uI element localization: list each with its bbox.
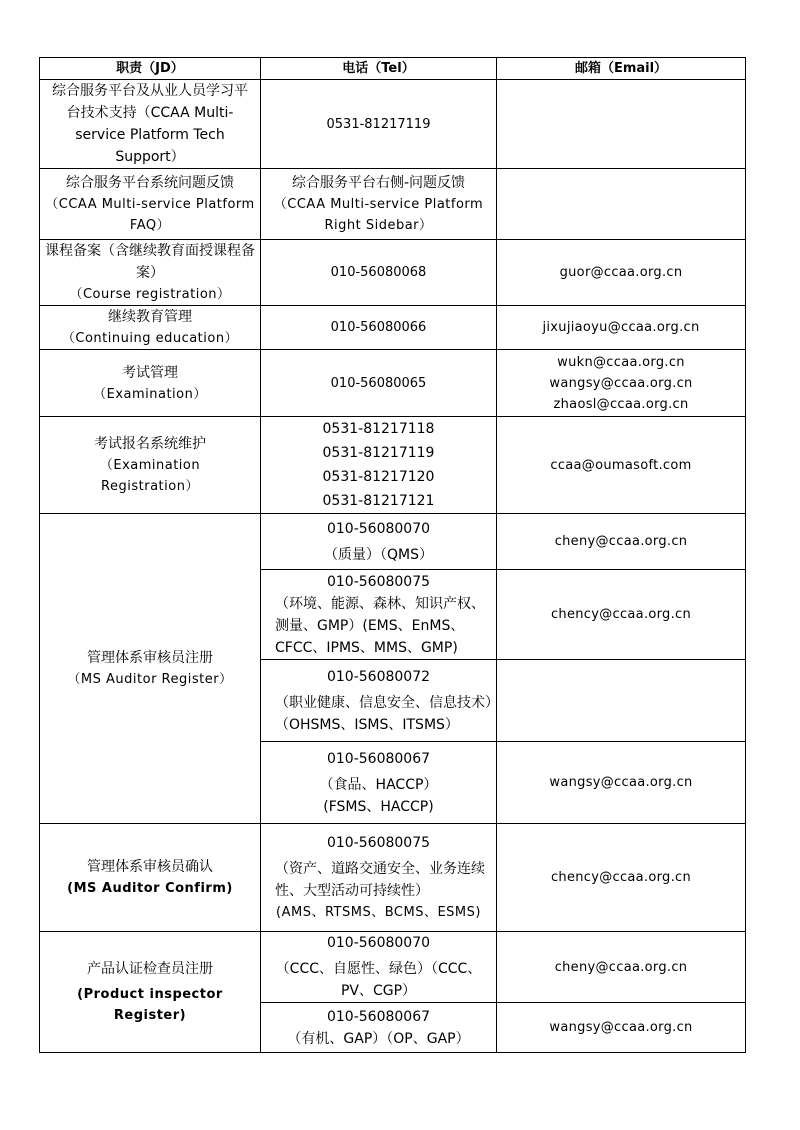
jd-text-en: （Continuing education）	[61, 331, 239, 346]
tel-text-cn: 综合服务平台右侧-问题反馈	[291, 175, 466, 191]
tel-number: 010-56080075	[326, 835, 431, 851]
header-email: 邮箱（Email）	[497, 58, 746, 80]
table-row	[40, 306, 746, 350]
tel-cell: 010-56080065	[261, 350, 497, 417]
jd-cell	[40, 350, 261, 417]
tel-text-en: （CCAA Multi-service Platform Right Sidebar）	[273, 197, 484, 233]
tel-number: 010-56080072	[326, 668, 431, 685]
tel-cell	[261, 660, 497, 742]
email-cell[interactable]: ccaa@oumasoft.com	[497, 417, 746, 514]
tel-number: 010-56080070	[326, 520, 431, 537]
tel-note-en: (AMS、RTSMS、BCMS、ESMS)	[276, 905, 481, 920]
jd-text-en: （MS Auditor Register）	[67, 672, 233, 687]
jd-cell	[40, 514, 261, 824]
jd-cell	[40, 240, 261, 306]
jd-cell	[40, 824, 261, 932]
email-cell	[497, 169, 746, 240]
jd-text-en: (Product inspector Register)	[77, 987, 223, 1023]
tel-cell	[261, 824, 497, 932]
jd-text-cn: 综合服务平台系统问题反馈	[66, 175, 234, 191]
email-cell[interactable]: jixujiaoyu@ccaa.org.cn	[497, 306, 746, 350]
tel-cell: 010-56080066	[261, 306, 497, 350]
table-row	[40, 80, 746, 169]
jd-cell	[40, 932, 261, 1053]
jd-text-cn: 课程备案（含继续教育面授课程备案）	[45, 243, 255, 281]
table-row	[40, 417, 746, 514]
tel-number: 010-56080070	[326, 935, 431, 951]
email-cell[interactable]: wangsy@ccaa.org.cn	[497, 742, 746, 824]
tel-cell	[261, 742, 497, 824]
tel-note: （环境、能源、森林、知识产权、测量、GMP）(EMS、EnMS、CFCC、IPMS、MMS、GMP)	[275, 595, 485, 656]
table-row	[40, 932, 746, 1003]
email-cell	[497, 350, 746, 417]
email-cell[interactable]: chency@ccaa.org.cn	[497, 824, 746, 932]
email-link[interactable]: zhaosl@ccaa.org.cn	[553, 396, 689, 412]
jd-text-cn: 考试报名系统维护	[94, 436, 206, 452]
tel-line: 0531-81217120	[322, 469, 435, 485]
tel-cell	[261, 570, 497, 660]
table-header-row	[40, 58, 746, 80]
tel-cell	[261, 514, 497, 570]
tel-line: 0531-81217118	[322, 421, 435, 437]
jd-text-cn: 考试管理	[122, 364, 178, 381]
jd-cell	[40, 80, 261, 169]
jd-text-cn: 管理体系审核员确认	[87, 859, 213, 875]
jd-text-cn: 管理体系审核员注册	[87, 650, 213, 666]
tel-number: 010-56080075	[326, 573, 431, 590]
tel-number: 010-56080067	[326, 750, 431, 767]
tel-cell: 010-56080068	[261, 240, 497, 306]
jd-text-en: （Examination）	[93, 386, 207, 402]
tel-cell	[261, 417, 497, 514]
table-row	[40, 169, 746, 240]
jd-cell	[40, 417, 261, 514]
jd-text-en: （Course registration）	[69, 287, 231, 302]
email-link[interactable]: wangsy@ccaa.org.cn	[549, 375, 693, 391]
contacts-table	[39, 57, 746, 1053]
table-row	[40, 514, 746, 570]
tel-note: （资产、道路交通安全、业务连续性、大型活动可持续性）	[275, 861, 485, 899]
table-row	[40, 240, 746, 306]
header-tel: 电话（Tel）	[261, 58, 497, 80]
jd-cell	[40, 169, 261, 240]
tel-note: （有机、GAP）（OP、GAP）	[287, 1030, 470, 1047]
tel-cell: 0531-81217119	[261, 80, 497, 169]
jd-text-en: (MS Auditor Confirm)	[67, 881, 233, 896]
email-cell[interactable]: guor@ccaa.org.cn	[497, 240, 746, 306]
tel-note: （CCC、自愿性、绿色）（CCC、PV、CGP）	[275, 961, 482, 999]
jd-text-en: （CCAA Multi-service Platform FAQ）	[45, 197, 255, 233]
tel-cell	[261, 1003, 497, 1053]
email-cell	[497, 660, 746, 742]
tel-number: 010-56080067	[326, 1008, 431, 1025]
jd-text-cn: 继续教育管理	[108, 309, 192, 325]
email-cell[interactable]: chency@ccaa.org.cn	[497, 570, 746, 660]
tel-line: 0531-81217121	[322, 493, 435, 509]
jd-text-en: （Examination Registration）	[99, 458, 201, 494]
table-row	[40, 350, 746, 417]
tel-note: （质量）（QMS）	[324, 546, 433, 563]
tel-note: （食品、HACCP）(FSMS、HACCP)	[319, 776, 438, 815]
tel-note: （职业健康、信息安全、信息技术）（OHSMS、ISMS、ITSMS）	[275, 694, 492, 733]
jd-text-cn: 产品认证检查员注册	[87, 961, 213, 977]
jd-text: 综合服务平台及从业人员学习平台技术支持（CCAA Multi-service Platform Tech Support）	[52, 83, 248, 165]
email-cell[interactable]: wangsy@ccaa.org.cn	[497, 1003, 746, 1053]
email-cell	[497, 80, 746, 169]
email-cell[interactable]: cheny@ccaa.org.cn	[497, 514, 746, 570]
tel-cell	[261, 169, 497, 240]
email-cell[interactable]: cheny@ccaa.org.cn	[497, 932, 746, 1003]
tel-cell	[261, 932, 497, 1003]
table-row	[40, 824, 746, 932]
email-link[interactable]: wukn@ccaa.org.cn	[557, 354, 685, 370]
tel-line: 0531-81217119	[322, 445, 435, 461]
jd-cell	[40, 306, 261, 350]
header-jd: 职责（JD）	[40, 58, 261, 80]
